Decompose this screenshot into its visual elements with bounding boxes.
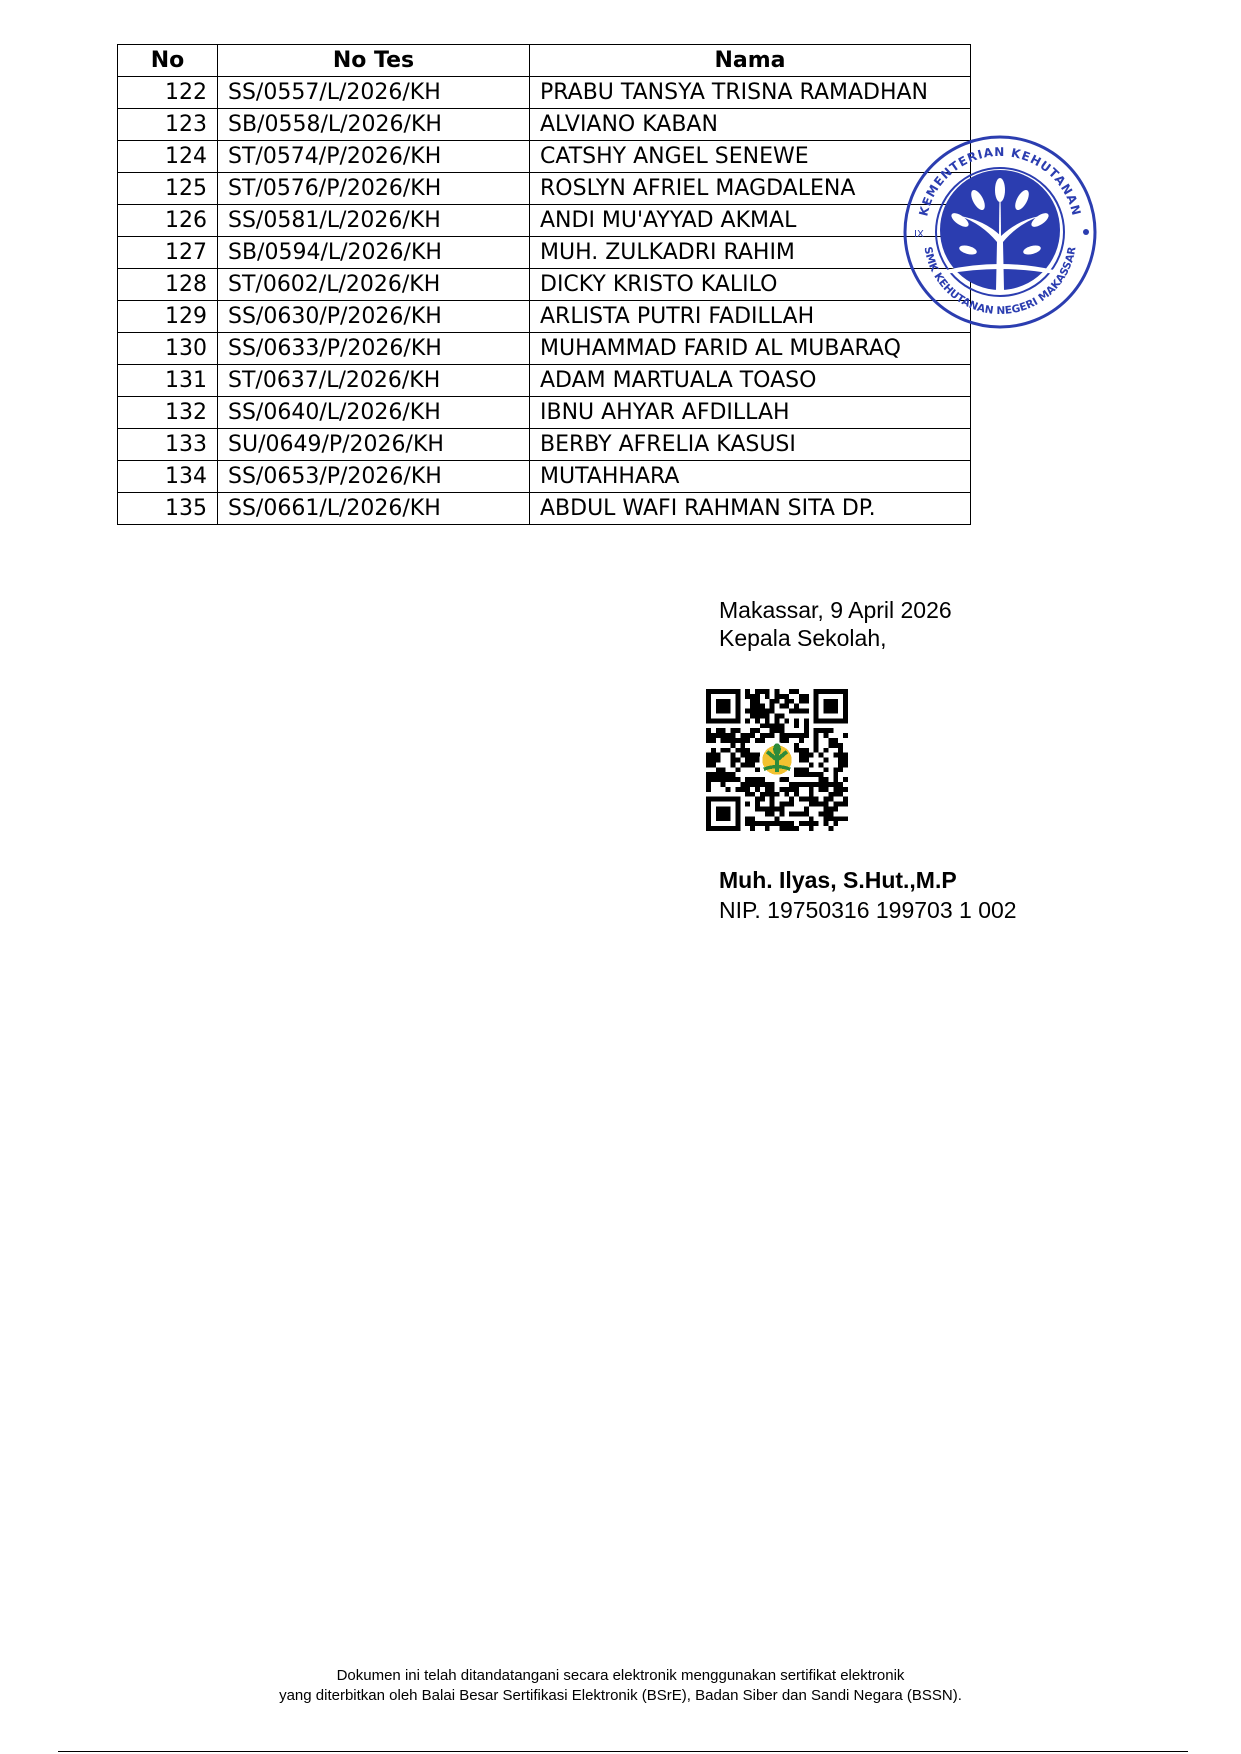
signature-place-date: Makassar, 9 April 2026 <box>719 597 952 623</box>
footer-line-1: Dokumen ini telah ditandatangani secara elektronik menggunakan sertifikat elektronik <box>336 1667 905 1684</box>
cell-no-tes: SS/0633/P/2026/KH <box>218 333 530 365</box>
qr-center-logo-icon <box>759 742 794 777</box>
cell-nama: MUHAMMAD FARID AL MUBARAQ <box>530 333 971 365</box>
table-row <box>118 141 971 173</box>
cell-nama: ROSLYN AFRIEL MAGDALENA <box>530 173 971 205</box>
cell-no-tes: ST/0574/P/2026/KH <box>218 141 530 173</box>
cell-no-tes: SS/0640/L/2026/KH <box>218 397 530 429</box>
bottom-divider <box>58 1751 1188 1752</box>
cell-no-tes: SS/0661/L/2026/KH <box>218 493 530 525</box>
table-row <box>118 493 971 525</box>
signature-title: Kepala Sekolah, <box>719 625 887 651</box>
header-no: No <box>118 45 218 77</box>
table-row <box>118 269 971 301</box>
cell-no-tes: ST/0576/P/2026/KH <box>218 173 530 205</box>
cell-no: 132 <box>118 397 218 429</box>
cell-no-tes: SB/0594/L/2026/KH <box>218 237 530 269</box>
table-row <box>118 237 971 269</box>
table-row <box>118 365 971 397</box>
header-no-tes: No Tes <box>218 45 530 77</box>
cell-no-tes: SS/0581/L/2026/KH <box>218 205 530 237</box>
cell-nama: ABDUL WAFI RAHMAN SITA DP. <box>530 493 971 525</box>
qr-finder-top-right <box>814 689 848 723</box>
cell-no: 135 <box>118 493 218 525</box>
qr-finder-bottom-left <box>706 797 740 831</box>
header-nama: Nama <box>530 45 971 77</box>
footer-line-2: yang diterbitkan oleh Balai Besar Sertifikasi Elektronik (BSrE), Badan Siber dan Sandi Negara (BSSN). <box>279 1687 962 1704</box>
cell-nama: BERBY AFRELIA KASUSI <box>530 429 971 461</box>
school-seal-stamp <box>900 130 1100 350</box>
seal-tree-emblem-icon <box>940 170 1060 290</box>
qr-code-signature-icon <box>706 689 848 831</box>
cell-no-tes: ST/0602/L/2026/KH <box>218 269 530 301</box>
cell-nama: CATSHY ANGEL SENEWE <box>530 141 971 173</box>
cell-no: 134 <box>118 461 218 493</box>
table-row <box>118 301 971 333</box>
esign-footer-note <box>0 1666 1241 1706</box>
table-header-row <box>118 45 971 77</box>
cell-nama: ARLISTA PUTRI FADILLAH <box>530 301 971 333</box>
cell-no: 131 <box>118 365 218 397</box>
cell-no-tes: ST/0637/L/2026/KH <box>218 365 530 397</box>
cell-no-tes: SU/0649/P/2026/KH <box>218 429 530 461</box>
cell-nama: PRABU TANSYA TRISNA RAMADHAN <box>530 77 971 109</box>
cell-no: 123 <box>118 109 218 141</box>
table-row <box>118 397 971 429</box>
table-row <box>118 429 971 461</box>
cell-nama: MUTAHHARA <box>530 461 971 493</box>
cell-no-tes: SS/0653/P/2026/KH <box>218 461 530 493</box>
table-row <box>118 173 971 205</box>
cell-no: 130 <box>118 333 218 365</box>
cell-nama: IBNU AHYAR AFDILLAH <box>530 397 971 429</box>
cell-nama: MUH. ZULKADRI RAHIM <box>530 237 971 269</box>
table-row <box>118 77 971 109</box>
signature-name: Muh. Ilyas, S.Hut.,M.P <box>719 867 957 893</box>
cell-no-tes: SS/0630/P/2026/KH <box>218 301 530 333</box>
cell-no: 128 <box>118 269 218 301</box>
cell-no: 122 <box>118 77 218 109</box>
table-row <box>118 461 971 493</box>
qr-finder-top-left <box>706 689 740 723</box>
table-row <box>118 109 971 141</box>
cell-no: 133 <box>118 429 218 461</box>
table-row <box>118 333 971 365</box>
seal-left-mark: IX <box>914 229 924 240</box>
cell-nama: ADAM MARTUALA TOASO <box>530 365 971 397</box>
seal-bottom-text: SMK KEHUTANAN NEGERI MAKASSAR <box>921 245 1079 318</box>
seal-dot <box>1083 229 1089 235</box>
participant-table <box>117 44 971 525</box>
cell-no: 127 <box>118 237 218 269</box>
cell-no-tes: SS/0557/L/2026/KH <box>218 77 530 109</box>
cell-nama: DICKY KRISTO KALILO <box>530 269 971 301</box>
table-body <box>118 77 971 525</box>
cell-no: 129 <box>118 301 218 333</box>
cell-nama: ALVIANO KABAN <box>530 109 971 141</box>
cell-no: 125 <box>118 173 218 205</box>
cell-no: 124 <box>118 141 218 173</box>
table-row <box>118 205 971 237</box>
signature-nip: NIP. 19750316 199703 1 002 <box>719 897 1017 923</box>
cell-nama: ANDI MU'AYYAD AKMAL <box>530 205 971 237</box>
seal-top-text: KEMENTERIAN KEHUTANAN <box>916 144 1084 218</box>
cell-no: 126 <box>118 205 218 237</box>
cell-no-tes: SB/0558/L/2026/KH <box>218 109 530 141</box>
